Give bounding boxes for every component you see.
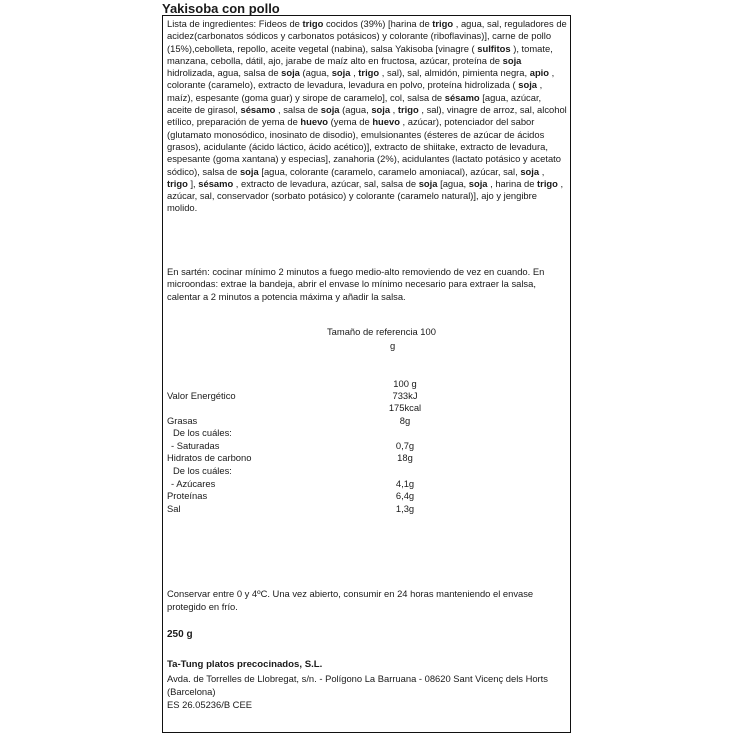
product-label <box>162 0 572 735</box>
nutrition-column-header: 100 g <box>393 378 417 389</box>
ingredient-text: [agua, azúcar, aceite de girasol, <box>167 91 542 116</box>
reference-size-label: Tamaño de referencia 100 <box>327 326 436 337</box>
ingredient-text: , harina de <box>487 177 538 189</box>
nutrient-name: - Saturadas <box>171 440 220 451</box>
allergen: huevo <box>372 116 400 128</box>
nutrient-value: 0,7g <box>395 440 415 451</box>
allergen: apio <box>529 67 550 79</box>
nutrition-row <box>167 427 567 439</box>
nutrition-row <box>167 402 567 414</box>
allergen: soja <box>320 104 340 116</box>
nutrition-row <box>167 490 567 502</box>
nutrient-name: Grasas <box>167 415 198 426</box>
ingredient-text: , sal), sal, almidón, pimienta negra, <box>379 67 530 79</box>
ingredient-text: , <box>350 67 359 79</box>
allergen: trigo <box>432 18 454 29</box>
allergen: soja <box>520 165 540 177</box>
allergen: trigo <box>167 177 188 189</box>
allergen: soja <box>418 177 438 189</box>
nutrient-name: De los cuáles: <box>173 427 232 438</box>
ingredient-text: cocidos (39%) [harina de <box>323 18 433 29</box>
nutrient-value: 733kJ <box>392 390 418 401</box>
allergen: huevo <box>300 116 329 128</box>
ingredient-text: , maíz), espesante (goma guar) y sirope de caramelo], col, salsa de <box>167 79 543 103</box>
ingredient-text: , <box>390 104 398 116</box>
allergen: trigo <box>537 177 558 189</box>
health-registry: ES 26.05236/B CEE <box>167 699 252 710</box>
nutrient-name: Sal <box>167 503 181 514</box>
nutrient-value: 1,3g <box>395 503 415 514</box>
allergen: soja <box>371 104 391 116</box>
nutrient-name: Valor Energético <box>167 390 236 401</box>
nutrition-row <box>167 452 567 464</box>
ingredient-text: (yema de <box>328 116 373 128</box>
ingredient-text: ], <box>187 177 199 189</box>
ingredient-text: , azúcar, sal, conservador (sorbato potásico) y colorante (caramelo natural)], ajo y jengibre molido. <box>167 177 564 214</box>
reference-size-unit: g <box>390 340 396 351</box>
allergen: trigo <box>397 104 419 116</box>
nutrient-value: 6,4g <box>395 490 415 501</box>
ingredient-text: , agua, sal, reguladores de acidez(carbonatos sódicos y carbonatos potásicos) y colorante (riboflavinas)], carne de pollo (15%),cebolleta, repollo, aceite vegetal (nabina), salsa Yakisoba [vinagre ( <box>167 18 567 54</box>
company-address: Avda. de Torrelles de Llobregat, s/n. - Polígono La Barruana - 08620 Sant Vicenç dels Horts (Barcelona) <box>167 673 548 697</box>
company-name: Ta-Tung platos precocinados, S.L. <box>167 659 323 670</box>
ingredient-text: (agua, <box>299 67 332 79</box>
ingredient-text: (agua, <box>339 104 372 116</box>
ingredient-text: , salsa de <box>275 104 321 116</box>
allergen: soja <box>239 165 259 177</box>
ingredient-text: hidrolizada, agua, salsa de <box>167 67 282 79</box>
nutrient-name: De los cuáles: <box>173 465 232 476</box>
nutrient-value: 175kcal <box>388 402 422 413</box>
allergen: soja <box>502 54 522 66</box>
ingredient-text: , extracto de levadura, azúcar, sal, salsa de <box>233 177 419 189</box>
product-title: Yakisoba con pollo <box>162 1 280 16</box>
allergen: sulfitos <box>477 42 511 54</box>
nutrient-name: Hidratos de carbono <box>167 452 252 463</box>
allergen: soja <box>518 79 538 91</box>
allergen: sésamo <box>444 91 480 103</box>
ingredient-text: , azúcar), potenciador del sabor (glutamato monosódico, inosinato de disodio), emulsionantes (ésteres de azúcar de ácidos grasos), acidulante (ácido láctico, ácido acético)], extracto de shiitake, extracto de levadura, espesante (goma xantana) y especias], zanahoria (2%), acidulantes (lactato potásico y acetato sódico), salsa de <box>167 116 561 177</box>
nutrient-name: Proteínas <box>167 490 208 501</box>
allergen: trigo <box>358 67 380 79</box>
ingredient-text: [agua, <box>437 177 469 189</box>
nutrient-name: - Azúcares <box>171 478 216 489</box>
nutrition-row <box>167 465 567 477</box>
storage-instructions: Conservar entre 0 y 4ºC. Una vez abierto, consumir en 24 horas manteniendo el envase protegido en frío. <box>167 588 534 612</box>
allergen: soja <box>281 67 300 79</box>
allergen: soja <box>331 67 351 79</box>
nutrition-row <box>167 415 567 427</box>
allergen: soja <box>468 177 488 189</box>
ingredient-text: [agua, colorante (caramelo, caramelo amoniacal), azúcar, sal, <box>258 165 521 177</box>
ingredient-text: , sal), vinagre de arroz, sal, alcohol etílico, preparación de yema de <box>167 104 567 128</box>
ingredient-text: ), tomate, manzana, cebolla, dátil, ajo, jarabe de maíz alto en fructosa, azúcar, proteína de <box>167 42 553 66</box>
ingredients-list <box>167 18 567 215</box>
allergen: sésamo <box>198 177 234 189</box>
net-weight: 250 g <box>167 629 193 640</box>
ingredient-text: , <box>539 165 545 177</box>
nutrition-row <box>167 390 567 402</box>
preparation-instructions: En sartén: cocinar mínimo 2 minutos a fuego medio-alto removiendo de vez en cuando. En microondas: extrae la bandeja, abrir el envase lo mínimo necesario para extraer la salsa, calentar a 2 minutos a potencia máxima y añadir la salsa. <box>167 266 545 302</box>
nutrition-row <box>167 440 567 452</box>
allergen: trigo <box>302 18 324 29</box>
nutrient-value: 8g <box>399 415 411 426</box>
ingredient-text: Lista de ingredientes: Fideos de <box>167 18 303 29</box>
allergen: sésamo <box>240 104 276 116</box>
nutrition-header-row <box>167 378 567 390</box>
nutrient-value: 4,1g <box>395 478 415 489</box>
nutrition-row <box>167 478 567 490</box>
nutrient-value: 18g <box>397 452 413 463</box>
nutrition-row <box>167 503 567 515</box>
ingredient-text: , colorante (caramelo), extracto de levadura, levadura en polvo, proteína hidrolizada ( <box>167 67 555 91</box>
